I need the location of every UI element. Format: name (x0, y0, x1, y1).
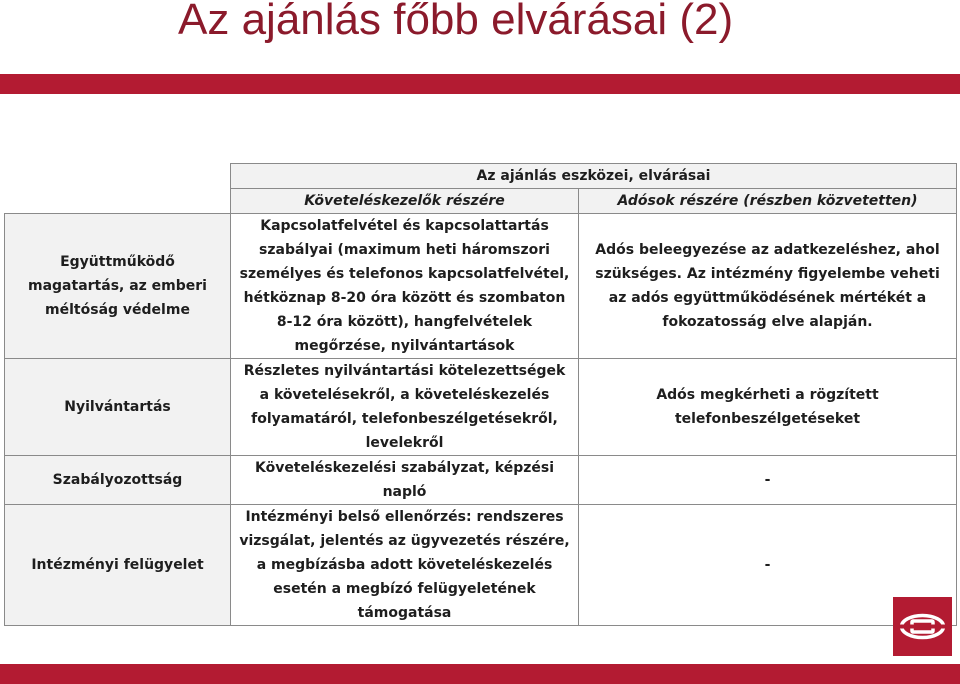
table-corner-cell (5, 164, 231, 214)
row-col2-cell: - (579, 456, 957, 505)
row-col1-cell: Részletes nyilvántartási kötelezettségek a követelésekről, a követeléskezelés folyamatáról, telefonbeszélgetésekről, levelekről (231, 359, 579, 456)
table-row (5, 505, 957, 626)
row-col2-cell: Adós beleegyezése az adatkezeléshez, ahol szükséges. Az intézmény figyelembe veheti az adós együttműködésének mértékét a fokozatosság elve alapján. (579, 214, 957, 359)
row-col2-cell: Adós megkérheti a rögzített telefonbeszélgetéseket (579, 359, 957, 456)
row-label: Szabályozottság (5, 456, 231, 505)
row-label: Együttműködő magatartás, az emberi méltóság védelme (5, 214, 231, 359)
slide-title: Az ajánlás főbb elvárásai (2) (178, 0, 734, 44)
table-row (5, 359, 957, 456)
row-col1-cell: Intézményi belső ellenőrzés: rendszeres vizsgálat, jelentés az ügyvezetés részére, a megbízásba adott követeléskezelés esetén a megbízó felügyeletének támogatása (231, 505, 579, 626)
brand-logo-icon (893, 597, 952, 656)
table-row (5, 456, 957, 505)
col1-header: Követeléskezelők részére (231, 189, 579, 214)
bottom-accent-band (0, 664, 960, 684)
row-label: Nyilvántartás (5, 359, 231, 456)
row-col1-cell: Kapcsolatfelvétel és kapcsolattartás szabályai (maximum heti háromszori személyes és telefonos kapcsolatfelvétel, hétköznap 8-20 óra között és szombaton 8-12 óra között), hangfelvételek megőrzése, nyilvántartások (231, 214, 579, 359)
top-accent-band (0, 74, 960, 94)
col2-header: Adósok részére (részben közvetetten) (579, 189, 957, 214)
table-row (5, 214, 957, 359)
requirements-table (4, 163, 957, 626)
row-label: Intézményi felügyelet (5, 505, 231, 626)
table-main-header: Az ajánlás eszközei, elvárásai (231, 164, 957, 189)
table-header-row (5, 164, 957, 189)
logo-mark-icon (893, 597, 952, 656)
row-col2-cell: - (579, 505, 957, 626)
row-col1-cell: Követeléskezelési szabályzat, képzési napló (231, 456, 579, 505)
